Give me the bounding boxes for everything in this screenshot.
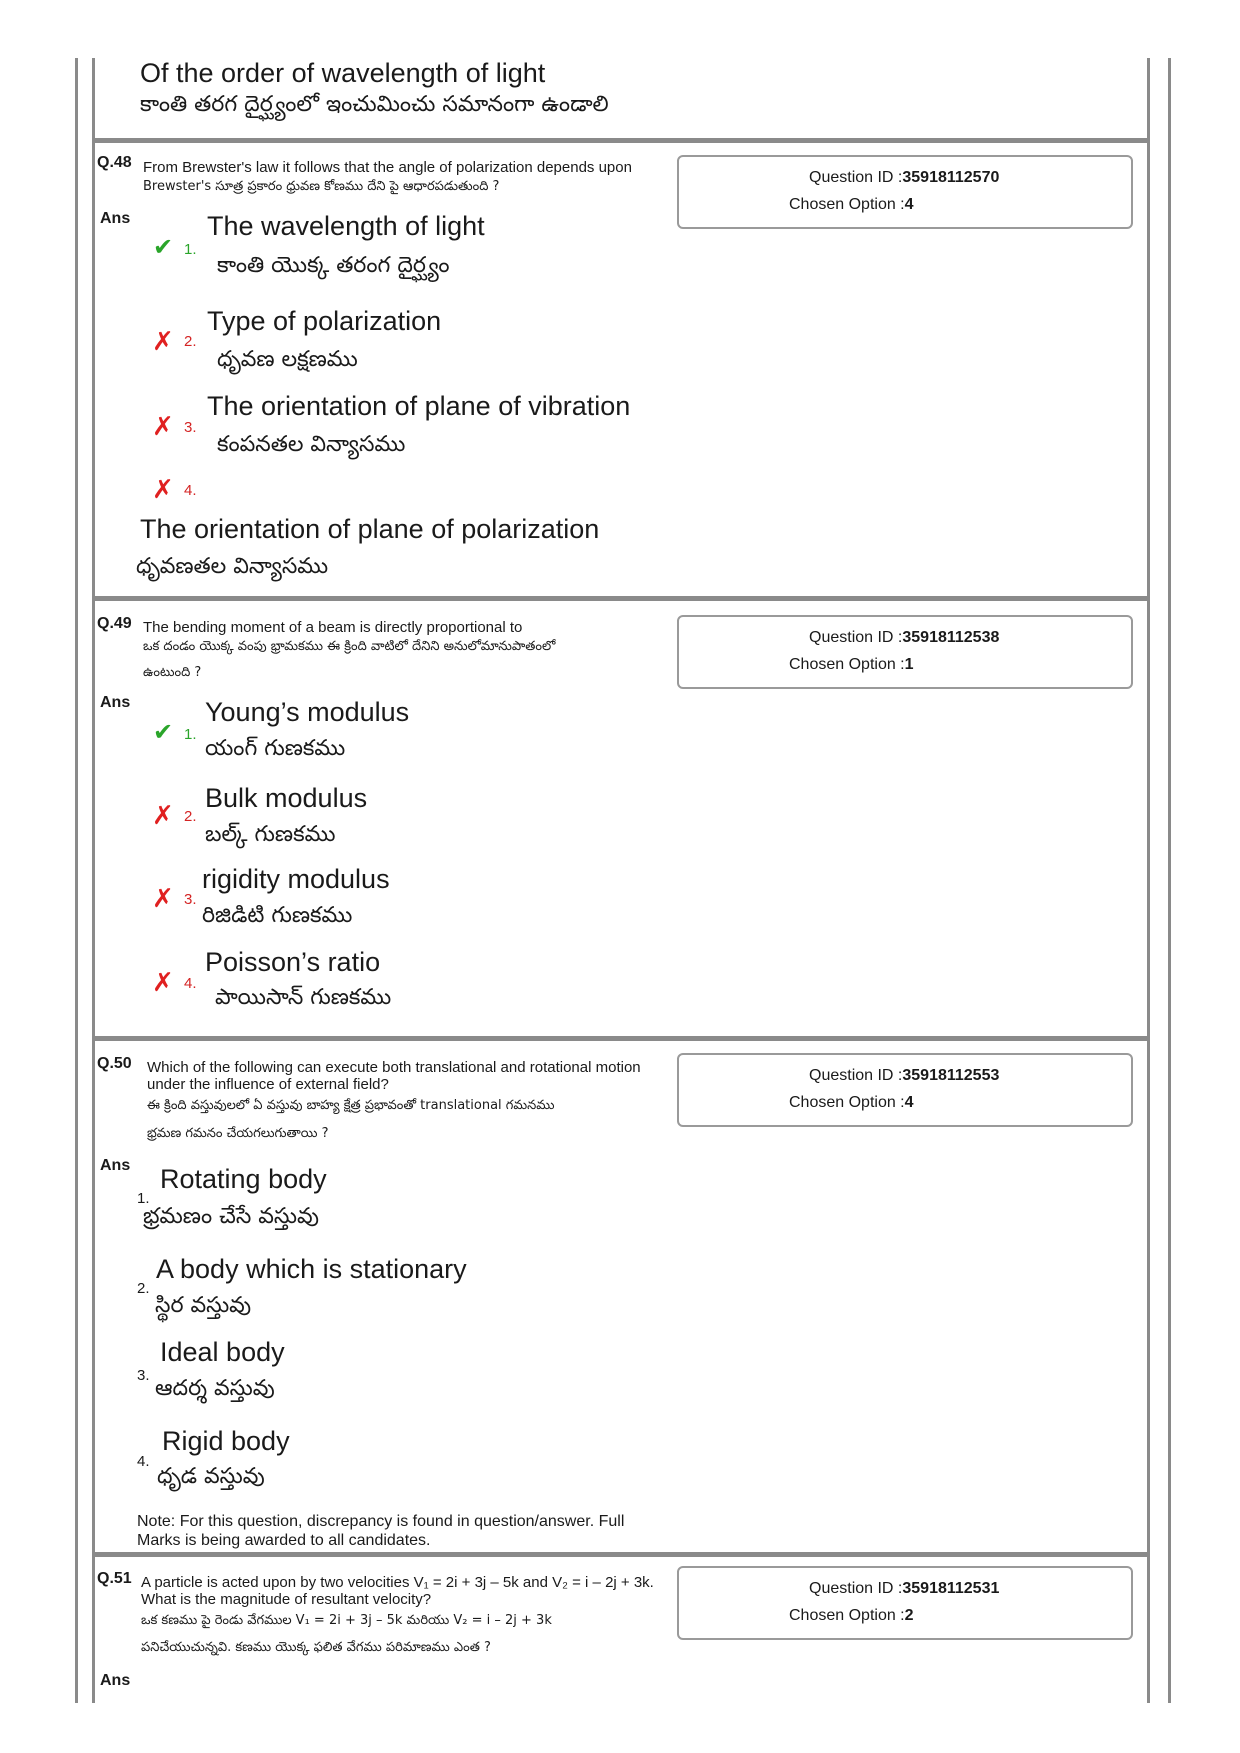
option-number: 2. [137, 1280, 150, 1297]
option-number: 4. [137, 1453, 150, 1470]
ans-label: Ans [100, 1157, 131, 1174]
question-text-en: What is the magnitude of resultant velocity? [141, 1591, 432, 1608]
question-id-row [809, 629, 999, 647]
option-text-en: The wavelength of light [207, 211, 485, 241]
question-text-te: ఒక దండం యొక్క వంపు భ్రామకము ఈ క్రింది వాటిలో దేనిని అనులోమానుపాతంలో [143, 639, 556, 654]
question-id-value: 35918112531 [902, 1580, 1000, 1597]
question-number: Q.48 [97, 154, 132, 171]
correct-check-icon: ✔ [153, 719, 174, 746]
chosen-option-value: 4 [904, 196, 914, 213]
question-text-te: ఈ క్రింది వస్తువులలో ఏ వస్తువు బాహ్య క్షేత్ర ప్రభావంతో translational గమనము [147, 1098, 555, 1113]
chosen-option-row [789, 1607, 914, 1625]
chosen-option-value: 1 [904, 656, 914, 673]
question-text-te: భ్రమణ గమనం చేయగలుగుతాయి ? [147, 1126, 329, 1141]
option-text-te: ధృడ వస్తువు [157, 1464, 265, 1489]
option-number: 1. [137, 1190, 150, 1207]
question-id-value: 35918112538 [902, 629, 1000, 646]
question-id-label: Question ID : [809, 1067, 903, 1084]
option-text-en: Poisson’s ratio [205, 947, 381, 977]
question-text-te: ఉంటుంది ? [143, 665, 202, 680]
option-number: 3. [184, 419, 197, 436]
option-text-te: ఆదర్శ వస్తువు [155, 1376, 275, 1401]
page-right-rule [1168, 58, 1171, 1703]
question-text-te: పనిచేయుచున్నవి. కణము యొక్క ఫలిత వేగము పరిమాణము ఎంత ? [141, 1640, 491, 1655]
question-text-te: Brewster's సూత్ర ప్రకారం ధ్రువణ కోణము దేని పై ఆధారపడుతుంది ? [143, 179, 500, 194]
question-id-label: Question ID : [809, 1580, 903, 1597]
wrong-cross-icon: ✗ [152, 800, 174, 830]
question-info-box [677, 1053, 1133, 1127]
question-text-en: Which of the following can execute both translational and rotational motion [147, 1059, 641, 1076]
chosen-option-row [789, 1094, 914, 1112]
question-id-label: Question ID : [809, 169, 903, 186]
option-number: 4. [184, 975, 197, 992]
option-number: 3. [184, 891, 197, 908]
question-text-en: From Brewster's law it follows that the angle of polarization depends upon [143, 159, 632, 176]
option-number: 2. [184, 333, 197, 350]
question-id-label: Question ID : [809, 629, 903, 646]
option-text-te: బల్క్ గుణకము [205, 822, 336, 847]
prev-option-te: కాంతి తరగ దైర్ఘ్యంలో ఇంచుమించు సమానంగా ఉండాలి [140, 92, 609, 117]
question-info-box [677, 1566, 1133, 1640]
chosen-option-label: Chosen Option : [789, 656, 905, 673]
wrong-cross-icon: ✗ [152, 474, 174, 504]
discrepancy-note: Marks is being awarded to all candidates. [137, 1532, 431, 1549]
option-text-en: The orientation of plane of vibration [207, 391, 631, 421]
question-number: Q.50 [97, 1055, 132, 1072]
chosen-option-value: 2 [904, 1607, 914, 1624]
prev-option-en: Of the order of wavelength of light [140, 58, 546, 88]
question-text-en: A particle is acted upon by two velocities V₁ = 2i + 3j – 5k and V₂ = i – 2j + 3k. [141, 1574, 654, 1591]
question-info-box [677, 615, 1133, 689]
option-text-te: ధృవణ లక్షణము [217, 347, 358, 372]
ans-label: Ans [100, 210, 131, 227]
wrong-cross-icon: ✗ [152, 967, 174, 997]
option-text-te: యంగ్ గుణకము [205, 736, 346, 761]
question-id-value: 35918112570 [902, 169, 1000, 186]
question-info-box [677, 155, 1133, 229]
option-text-te: స్థిర వస్తువు [155, 1293, 252, 1318]
wrong-cross-icon: ✗ [152, 411, 174, 441]
question-text-te: ఒక కణము పై రెండు వేగముల V₁ = 2i + 3j – 5k మరియు V₂ = i – 2j + 3k [141, 1613, 552, 1628]
option-text-en: A body which is stationary [156, 1254, 467, 1284]
option-text-te: ధృవణతల విన్యాసము [136, 554, 329, 579]
ans-label: Ans [100, 1672, 131, 1689]
question-id-row [809, 1580, 999, 1598]
page-left-rule [75, 58, 78, 1703]
option-text-en: Rigid body [162, 1426, 290, 1456]
option-text-en: rigidity modulus [202, 864, 390, 894]
chosen-option-row [789, 196, 914, 214]
wrong-cross-icon: ✗ [152, 326, 174, 356]
chosen-option-label: Chosen Option : [789, 1607, 905, 1624]
question-text-en: under the influence of external field? [147, 1076, 389, 1093]
option-text-en: The orientation of plane of polarization [140, 514, 600, 544]
option-text-en: Rotating body [160, 1164, 327, 1194]
chosen-option-label: Chosen Option : [789, 1094, 905, 1111]
option-text-en: Young’s modulus [205, 697, 410, 727]
chosen-option-label: Chosen Option : [789, 196, 905, 213]
question-text-en: The bending moment of a beam is directly proportional to [143, 619, 523, 636]
question-number: Q.51 [97, 1570, 132, 1587]
option-number: 2. [184, 808, 197, 825]
ans-label: Ans [100, 694, 131, 711]
option-number: 4. [184, 482, 197, 499]
option-number: 1. [184, 241, 197, 258]
option-text-en: Ideal body [160, 1337, 285, 1367]
option-text-te: కాంతి యొక్క తరంగ దైర్ఘ్యం [217, 253, 450, 278]
chosen-option-row [789, 656, 914, 674]
correct-check-icon: ✔ [153, 234, 174, 261]
option-text-te: రిజిడిటి గుణకము [202, 903, 353, 928]
discrepancy-note: Note: For this question, discrepancy is found in question/answer. Full [137, 1513, 625, 1530]
question-number: Q.49 [97, 615, 132, 632]
wrong-cross-icon: ✗ [152, 883, 174, 913]
question-id-row [809, 169, 999, 187]
chosen-option-value: 4 [904, 1094, 914, 1111]
option-number: 3. [137, 1367, 150, 1384]
option-text-en: Bulk modulus [205, 783, 368, 813]
option-number: 1. [184, 726, 197, 743]
question-id-row [809, 1067, 999, 1085]
option-text-te: భ్రమణం చేసే వస్తువు [143, 1204, 319, 1229]
option-text-te: పాయిసాన్ గుణకము [215, 985, 392, 1010]
option-text-en: Type of polarization [207, 306, 442, 336]
question-id-value: 35918112553 [902, 1067, 1000, 1084]
option-text-te: కంపనతల విన్యాసము [217, 432, 406, 457]
